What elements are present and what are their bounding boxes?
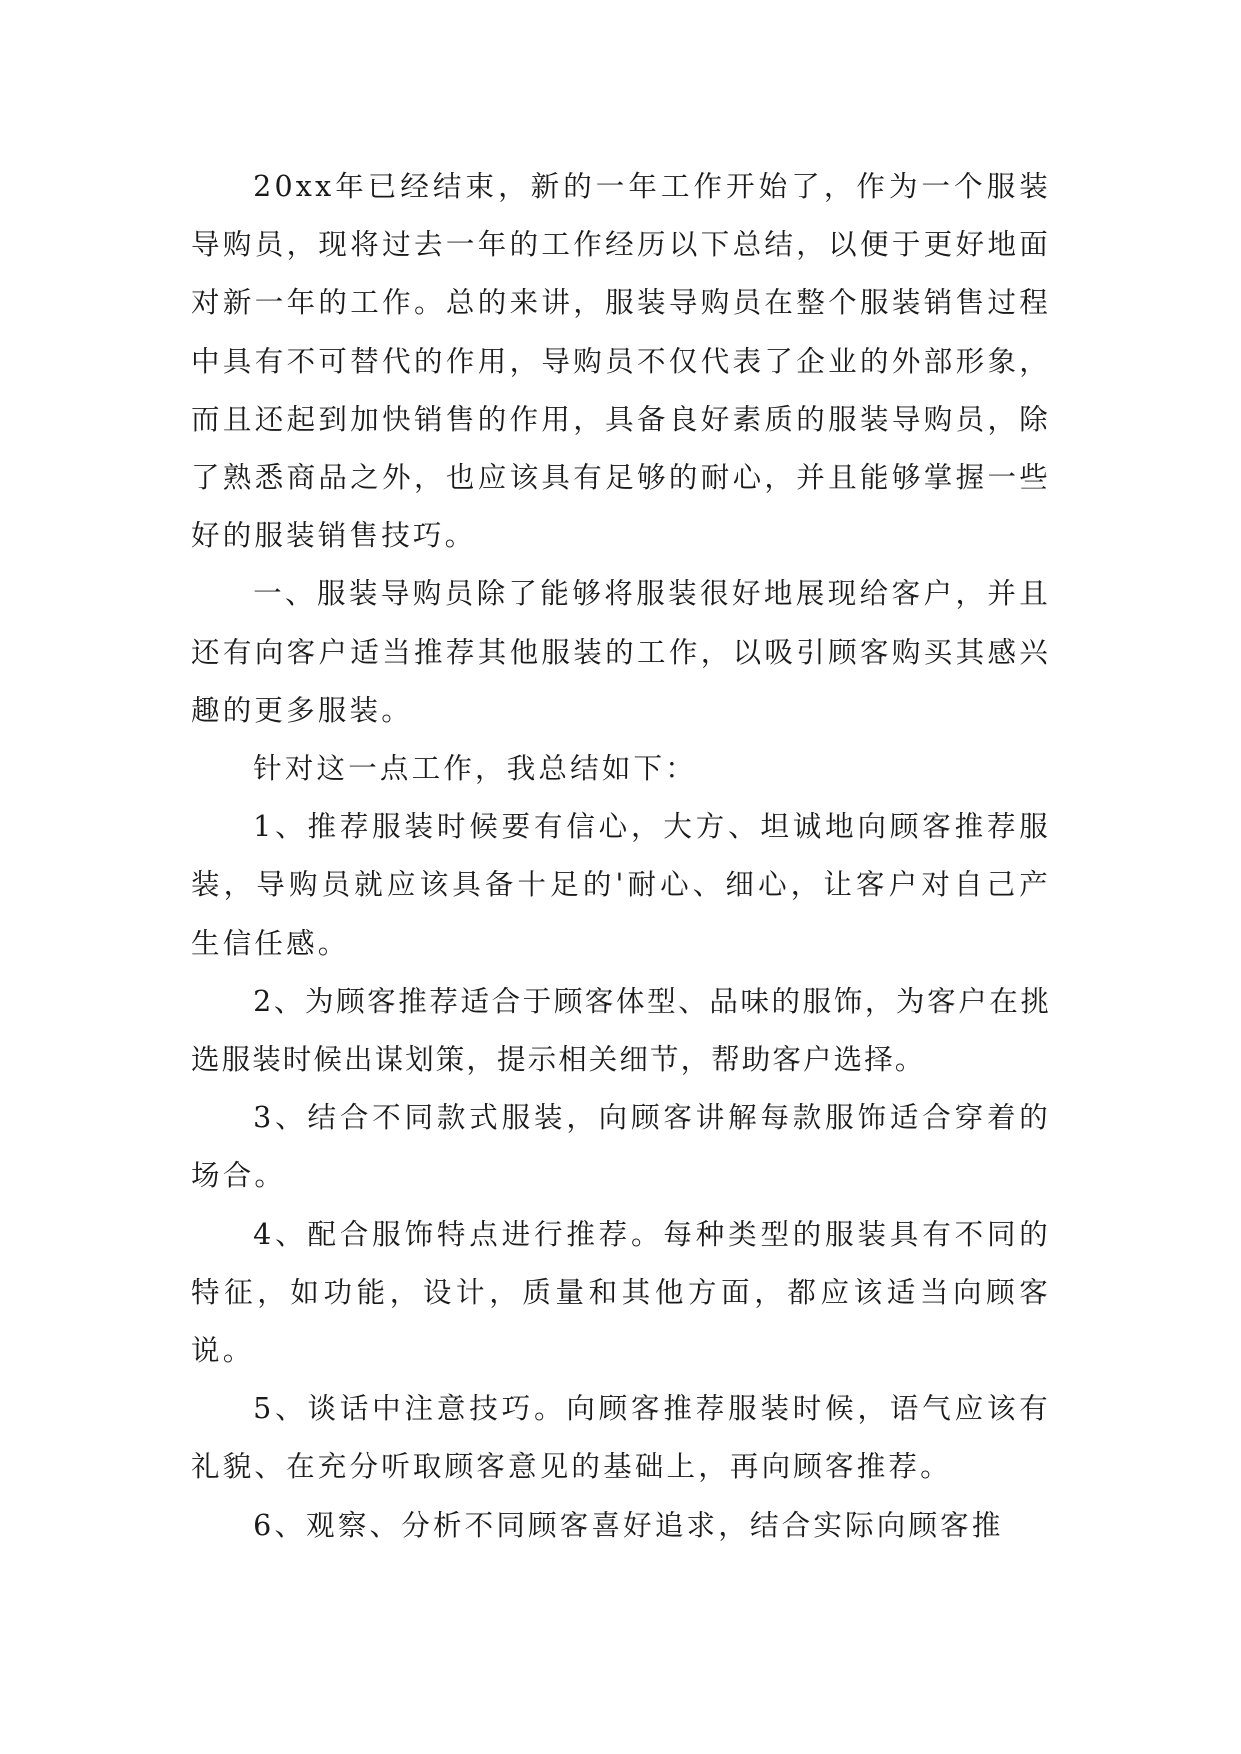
paragraph-intro: 20xx年已经结束，新的一年工作开始了，作为一个服装导购员，现将过去一年的工作经历以下总结，以便于更好地面对新一年的工作。总的来讲，服装导购员在整个服装销售过程中具有不可替代的作用，导购员不仅代表了企业的外部形象，而且还起到加快销售的作用，具备良好素质的服装导购员，除了熟悉商品之外，也应该具有足够的耐心，并且能够掌握一些好的服装销售技巧。 [191,170,1051,553]
list-item-5: 5、谈话中注意技巧。向顾客推荐服装时候，语气应该有礼貌、在充分听取顾客意见的基础上，再向顾客推荐。 [191,1392,1051,1484]
list-item-3: 3、结合不同款式服装，向顾客讲解每款服饰适合穿着的场合。 [191,1101,1051,1193]
document-body [191,158,1051,1555]
paragraph-section-one: 一、服装导购员除了能够将服装很好地展现给客户，并且还有向客户适当推荐其他服装的工作，以吸引顾客购买其感兴趣的更多服装。 [191,577,1051,727]
list-item-1: 1、推荐服装时候要有信心，大方、坦诚地向顾客推荐服装，导购员就应该具备十足的'耐心、细心，让客户对自己产生信任感。 [191,810,1051,960]
list-item-4: 4、配合服饰特点进行推荐。每种类型的服装具有不同的特征，如功能，设计，质量和其他方面，都应该适当向顾客说。 [191,1217,1051,1368]
list-item-2: 2、为顾客推荐适合于顾客体型、品味的服饰，为客户在挑选服装时候出谋划策，提示相关细节，帮助客户选择。 [191,984,1051,1077]
list-item-6: 6、观察、分析不同顾客喜好追求，结合实际向顾客推 [253,1508,1004,1542]
paragraph-summary-lead: 针对这一点工作，我总结如下： [253,752,697,786]
